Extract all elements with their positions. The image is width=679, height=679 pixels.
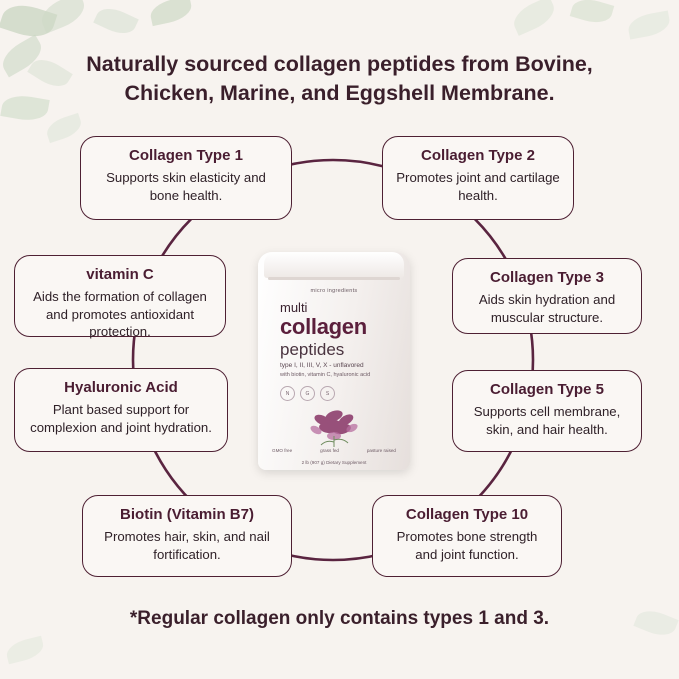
card-description: Plant based support for complexion and joint hydration. <box>30 402 212 435</box>
card-title: Hyaluronic Acid <box>64 379 178 396</box>
product-line-collagen: collagen <box>280 314 367 339</box>
card-vitamin-c <box>14 255 226 340</box>
card-title: Collagen Type 2 <box>421 147 535 164</box>
product-line-multi: multi <box>280 300 308 315</box>
card-description: Promotes joint and cartilage health. <box>396 170 560 203</box>
card-description: Supports skin elasticity and bone health. <box>106 170 266 203</box>
product-line-peptides: peptides <box>280 340 345 359</box>
card-collagen-type-1 <box>80 136 292 220</box>
card-title: Collagen Type 5 <box>490 381 604 398</box>
card-description: Supports cell membrane, skin, and hair health. <box>473 404 621 437</box>
product-subtext: with biotin, vitamin C, hyaluronic acid <box>280 372 371 378</box>
pouch-top-seal <box>264 252 404 278</box>
card-description: Aids the formation of collagen and promotes antioxidant protection. <box>33 289 207 340</box>
badge-icon: N <box>280 386 295 401</box>
card-description: Promotes bone strength and joint function. <box>396 529 538 562</box>
card-biotin <box>82 495 292 577</box>
claim-text: GMO free <box>272 448 293 453</box>
page-title: Naturally sourced collagen peptides from Bovine, Chicken, Marine, and Eggshell Membrane. <box>86 52 593 106</box>
product-pouch-image <box>258 252 410 470</box>
card-description: Aids skin hydration and muscular structure. <box>478 292 616 325</box>
claim-text: grass fed <box>320 448 339 453</box>
brand-label: micro ingredients <box>310 288 358 294</box>
claim-text: pasture raised <box>366 448 396 453</box>
card-title: Collagen Type 3 <box>490 269 604 286</box>
card-title: vitamin C <box>86 266 154 283</box>
badge-icon: G <box>300 386 315 401</box>
card-description: Promotes hair, skin, and nail fortification. <box>104 529 270 562</box>
card-title: Biotin (Vitamin B7) <box>120 506 254 523</box>
net-weight-text: 2 lb (907 g) Dietary Supplement <box>301 460 367 465</box>
footnote-text: *Regular collagen only contains types 1 and 3. <box>129 608 550 629</box>
card-collagen-type-3 <box>452 258 642 334</box>
card-collagen-type-5 <box>452 370 642 452</box>
flower-graphic <box>288 398 380 448</box>
badge-icon: S <box>320 386 335 401</box>
product-types-text: type I, II, III, V, X - unflavored <box>280 362 364 369</box>
card-title: Collagen Type 1 <box>129 147 243 164</box>
card-title: Collagen Type 10 <box>405 506 529 523</box>
card-collagen-type-2 <box>382 136 574 220</box>
pouch-claims <box>272 448 396 453</box>
card-collagen-type-10 <box>372 495 562 577</box>
pouch-seam <box>268 277 400 280</box>
card-hyaluronic-acid <box>14 368 228 452</box>
